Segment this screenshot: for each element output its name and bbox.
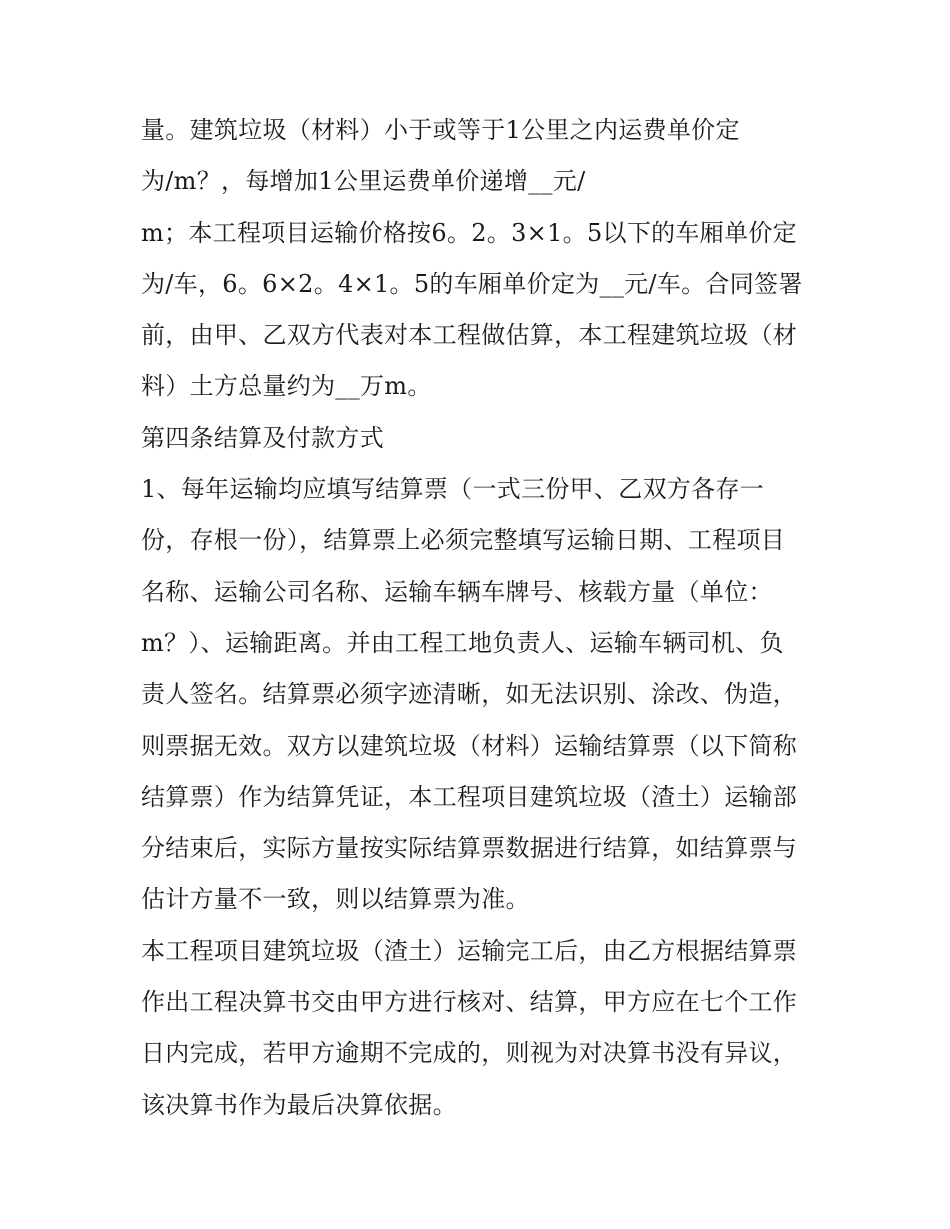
text-line: 量。建筑垃圾（材料）小于或等于1公里之内运费单价定 (141, 116, 740, 144)
text-line: 日内完成，若甲方逾期不完成的，则视为对决算书没有异议， (141, 1039, 798, 1068)
section-heading: 第四条结算及付款方式 (141, 423, 384, 452)
text-line: 分结束后，实际方量按实际结算票数据进行结算，如结算票与 (141, 834, 798, 863)
text-line: 则票据无效。双方以建筑垃圾（材料）运输结算票（以下简称 (141, 731, 798, 760)
text-line: 结算票）作为结算凭证，本工程项目建筑垃圾（渣土）运输部 (141, 782, 798, 811)
text-line: 料）土方总量约为__万m。 (141, 372, 432, 401)
text-line: m；本工程项目运输价格按6。2。3×1。5以下的车厢单价定 (141, 218, 797, 247)
text-line: 本工程项目建筑垃圾（渣土）运输完工后，由乙方根据结算票 (141, 936, 798, 965)
text-line: 该决算书作为最后决算依据。 (141, 1090, 457, 1119)
text-line: 前，由甲、乙双方代表对本工程做估算，本工程建筑垃圾（材 (141, 321, 798, 350)
text-line: 份，存根一份），结算票上必须完整填写运输日期、工程项目 (141, 526, 786, 555)
text-line: 估计方量不一致，则以结算票为准。 (141, 885, 530, 914)
text-line: 为/m？，每增加1公里运费单价递增__元/ (141, 167, 586, 196)
text-line: 名称、运输公司名称、运输车辆车牌号、核载方量（单位： (141, 577, 773, 606)
text-line: 作出工程决算书交由甲方进行核对、结算，甲方应在七个工作 (141, 988, 798, 1017)
text-line: 责人签名。结算票必须字迹清晰，如无法识别、涂改、伪造， (141, 680, 798, 709)
text-line: 1、每年运输均应填写结算票（一式三份甲、乙双方各存一 (141, 475, 765, 504)
text-line: 为/车，6。6×2。4×1。5的车厢单价定为__元/车。合同签署 (141, 269, 803, 298)
text-line: m？）、运输距离。并由工程工地负责人、运输车辆司机、负 (141, 628, 784, 657)
document-body (141, 108, 821, 1134)
